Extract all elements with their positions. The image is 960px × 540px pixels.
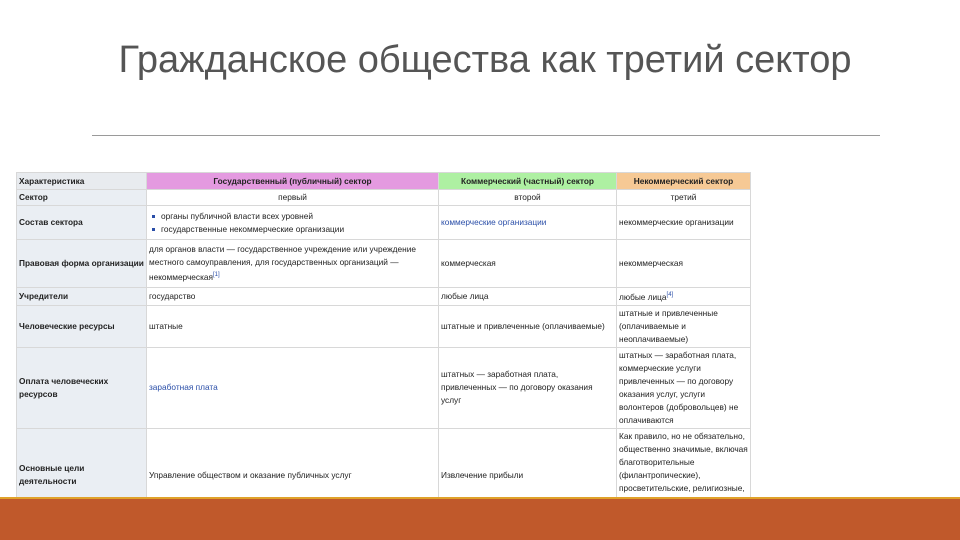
row-label: Оплата человеческих ресурсов (17, 347, 147, 428)
table-row (17, 347, 751, 428)
slide-title: Гражданское общества как третий сектор (118, 39, 852, 81)
cell-com: коммерческая (439, 240, 617, 288)
cell-gov: Управление обществом и оказание публичных услуг (147, 428, 439, 522)
cell-non: некоммерческие организации (617, 206, 751, 240)
cell-com: любые лица (439, 288, 617, 306)
cell-gov: первый (147, 190, 439, 206)
cell-gov: штатные (147, 305, 439, 347)
comparison-table-container (16, 172, 750, 523)
row-label: Состав сектора (17, 206, 147, 240)
cell-com: Извлечение прибыли (439, 428, 617, 522)
cell-text: любые лица (619, 291, 667, 302)
cell-text: для органов власти — государственное учреждение или учреждение местного самоуправления, для государственных организаций — некоммерческая (149, 244, 416, 282)
cell-gov: государство (147, 288, 439, 306)
cell-non: штатных — заработная плата, коммерческие услуги привлеченных — по договору оказания услуг, услуги волонтеров (добровольцев) не оплачиваются (617, 347, 751, 428)
row-label: Основные цели деятельности (17, 428, 147, 522)
cell-gov-link[interactable]: заработная плата (147, 347, 439, 428)
cell-com: штатные и привлеченные (оплачиваемые) (439, 305, 617, 347)
cell-com: второй (439, 190, 617, 206)
footer-band (0, 499, 960, 540)
sector-comparison-table (16, 172, 751, 523)
footnote-link[interactable]: [1] (213, 272, 220, 279)
cell-non (617, 288, 751, 306)
row-label: Правовая форма организации (17, 240, 147, 288)
cell-non: Как правило, но не обязательно, общественно значимые, включая благотворительные (филантропические), просветительские, религиозные, (617, 428, 751, 522)
cell-gov (147, 206, 439, 240)
cell-non: штатные и привлеченные (оплачиваемые и неоплачиваемые) (617, 305, 751, 347)
cell-com: штатных — заработная плата, привлеченных — по договору оказания услуг (439, 347, 617, 428)
row-label: Сектор (17, 190, 147, 206)
table-row (17, 305, 751, 347)
table-row (17, 206, 751, 240)
list-item[interactable]: органы публичной власти всех уровней (159, 210, 436, 223)
cell-non: третий (617, 190, 751, 206)
header-commercial-sector: Коммерческий (частный) сектор (439, 173, 617, 190)
title-divider (92, 135, 880, 136)
list-item[interactable]: государственные некоммерческие организации (159, 223, 436, 236)
cell-gov (147, 240, 439, 288)
table-row (17, 240, 751, 288)
cell-non: некоммерческая (617, 240, 751, 288)
cell-com-link[interactable]: коммерческие организации (439, 206, 617, 240)
table-header-row (17, 173, 751, 190)
row-label: Учредители (17, 288, 147, 306)
table-row (17, 288, 751, 306)
gov-composition-list (149, 210, 436, 236)
footnote-link[interactable]: [4] (666, 292, 674, 298)
header-characteristic: Характеристика (17, 173, 147, 190)
table-row (17, 190, 751, 206)
header-nonprofit-sector: Некоммерческий сектор (617, 173, 751, 190)
header-government-sector: Государственный (публичный) сектор (147, 173, 439, 190)
row-label: Человеческие ресурсы (17, 305, 147, 347)
